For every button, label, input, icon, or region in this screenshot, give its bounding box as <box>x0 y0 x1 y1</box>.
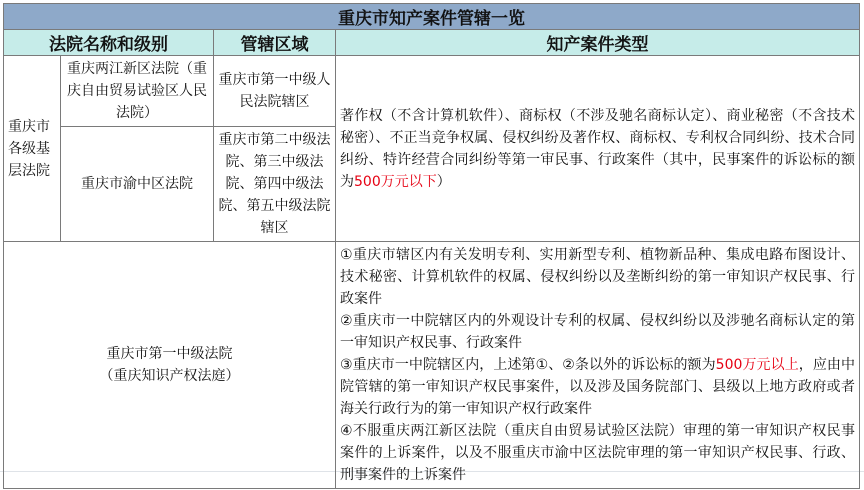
header-types[interactable]: 知产案件类型 <box>336 30 860 56</box>
amount-threshold-above: 500万元以上 <box>715 357 799 373</box>
table-row <box>4 56 860 127</box>
header-row <box>4 30 860 56</box>
table-row <box>4 242 860 489</box>
court-liangjiang[interactable]: 重庆两江新区法院（重庆自由贸易试验区人民法院） <box>61 56 214 127</box>
case-item-3-text: ③重庆市一中院辖区内，上述第①、②条以外的诉讼标的额为 <box>340 357 716 373</box>
table-title[interactable]: 重庆市知产案件管辖一览 <box>4 4 860 30</box>
case-item-3 <box>340 354 855 420</box>
court-name: 重庆市第一中级法院 <box>106 346 233 362</box>
area-other-intermediate[interactable]: 重庆市第二中级法院、第三中级法院、第四中级法院、第五中级法院辖区 <box>214 127 336 242</box>
case-item-3-text-end: ，应由中院管辖的第一审知识产权民事案件，以及涉及国务院部门、县级以上地方政府或者海关行政行为的第一审知识产权行政案件 <box>340 357 856 417</box>
amount-threshold-below: 500万元以下 <box>354 173 437 190</box>
title-row <box>4 4 860 30</box>
case-item-2: ②重庆市一中院辖区内的外观设计专利的权属、侵权纠纷以及涉驰名商标认定的第一审知识产权民事、行政案件 <box>340 313 855 351</box>
court-yuzhong[interactable]: 重庆市渝中区法院 <box>61 127 214 242</box>
case-types-text: 著作权（不含计算机软件）、商标权（不涉及驰名商标认定）、商业秘密（不含技术秘密）、不正当竞争权属、侵权纠纷及著作权、商标权、专利权合同纠纷、技术合同纠纷、特许经营合同纠纷等第一审民事、行政案件（其中，民事案件的诉讼标的额为 <box>340 107 855 190</box>
case-item-4: ④不服重庆两江新区法院（重庆自由贸易试验区法院）审理的第一审知识产权民事案件的上诉案件，以及不服重庆市渝中区法院审理的第一审知识产权民事、行政、刑事案件的上诉案件 <box>340 423 855 483</box>
jurisdiction-table <box>3 3 860 489</box>
area-first-intermediate[interactable]: 重庆市第一中级人民法院辖区 <box>214 56 336 127</box>
header-area[interactable]: 管辖区域 <box>214 30 336 56</box>
first-intermediate-case-types[interactable] <box>336 242 860 489</box>
court-alias: （重庆知识产权法庭） <box>99 368 240 384</box>
court-first-intermediate[interactable] <box>4 242 336 489</box>
header-court[interactable]: 法院名称和级别 <box>4 30 214 56</box>
case-types-text-end: ） <box>436 173 451 190</box>
basic-courts-group-label[interactable]: 重庆市各级基层法院 <box>4 56 61 242</box>
case-item-1: ①重庆市辖区内有关发明专利、实用新型专利、植物新品种、集成电路布图设计、技术秘密、计算机软件的权属、侵权纠纷以及垄断纠纷的第一审知识产权民事、行政案件 <box>340 247 855 307</box>
basic-courts-case-types[interactable] <box>336 56 860 242</box>
